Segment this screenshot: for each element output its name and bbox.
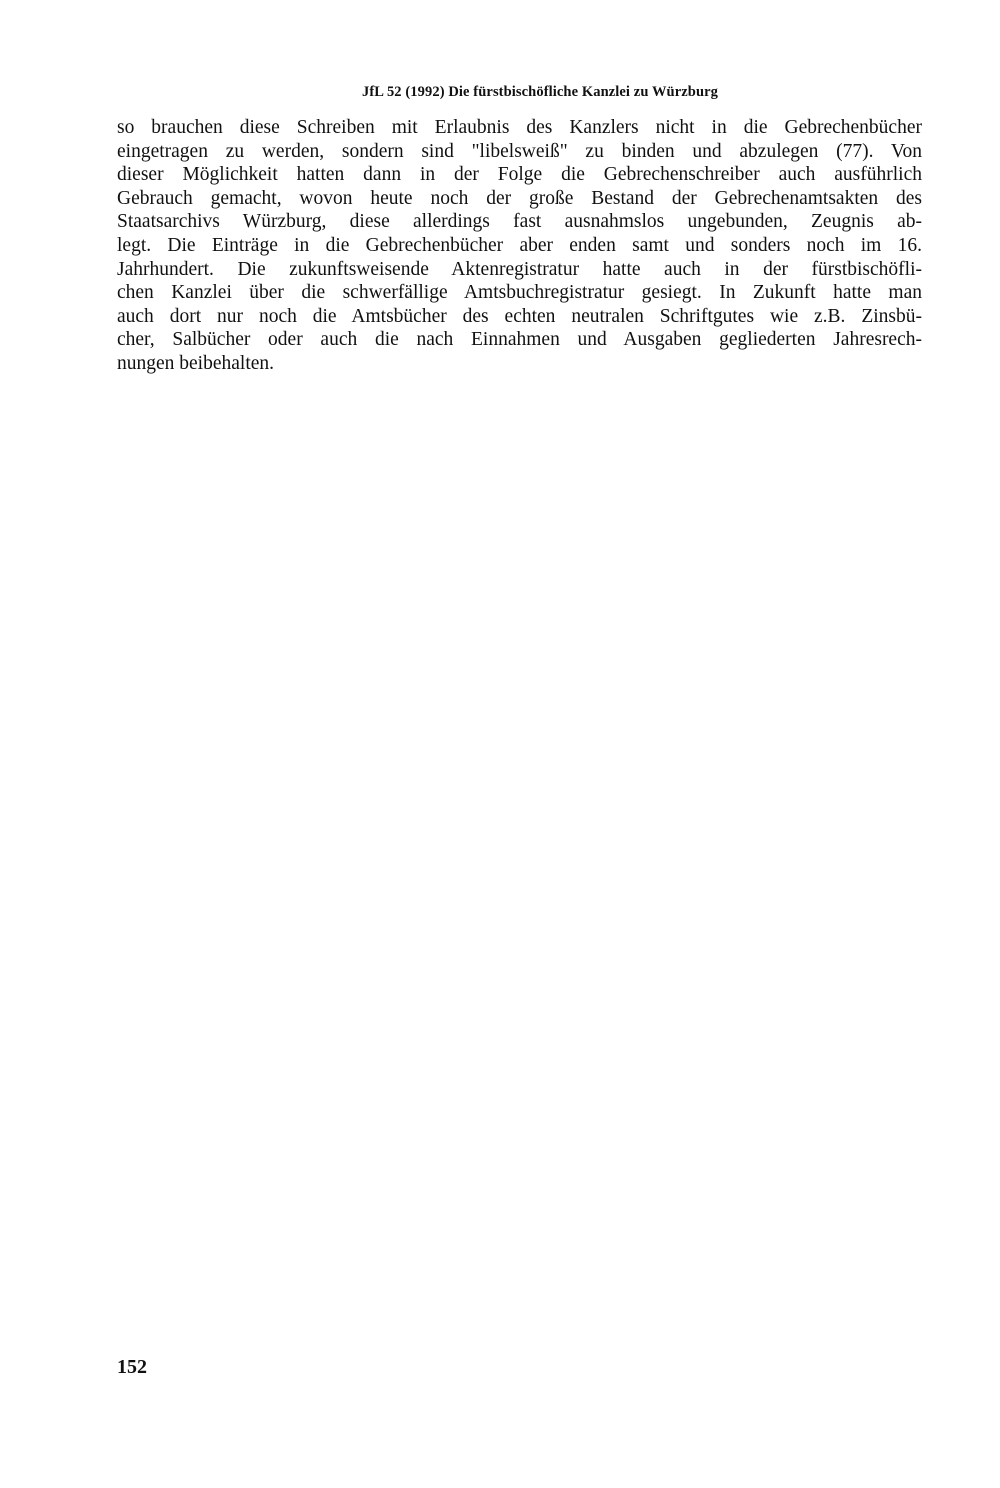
body-paragraph [117,116,922,376]
text-line: auch dort nur noch die Amtsbücher des echten neutralen Schriftgutes wie z.B. Zinsbü- [117,305,922,327]
text-line-last: nungen beibehalten. [117,352,275,374]
text-line: Gebrauch gemacht, wovon heute noch der große Bestand der Gebrechenamtsakten des [117,187,922,209]
text-line: chen Kanzlei über die schwerfällige Amtsbuchregistratur gesiegt. In Zukunft hatte man [117,282,922,304]
text-line: eingetragen zu werden, sondern sind "libelsweiß" zu binden und abzulegen (77). Von [117,140,922,162]
text-line: cher, Salbücher oder auch die nach Einnahmen und Ausgaben gegliederten Jahresrech- [117,329,922,351]
running-header: JfL 52 (1992) Die fürstbischöfliche Kanzlei zu Würzburg [361,84,719,100]
text-line: so brauchen diese Schreiben mit Erlaubnis des Kanzlers nicht in die Gebrechenbücher [117,117,922,138]
text-line: legt. Die Einträge in die Gebrechenbücher aber enden samt und sonders noch im 16. [117,234,922,256]
page-number: 152 [117,1356,147,1378]
text-line: Staatsarchivs Würzburg, diese allerdings fast ausnahmslos ungebunden, Zeugnis ab- [117,211,922,233]
text-line: dieser Möglichkeit hatten dann in der Folge die Gebrechenschreiber auch ausführlich [117,164,922,186]
text-line: Jahrhundert. Die zukunftsweisende Aktenregistratur hatte auch in der fürstbischöfli- [117,258,922,280]
